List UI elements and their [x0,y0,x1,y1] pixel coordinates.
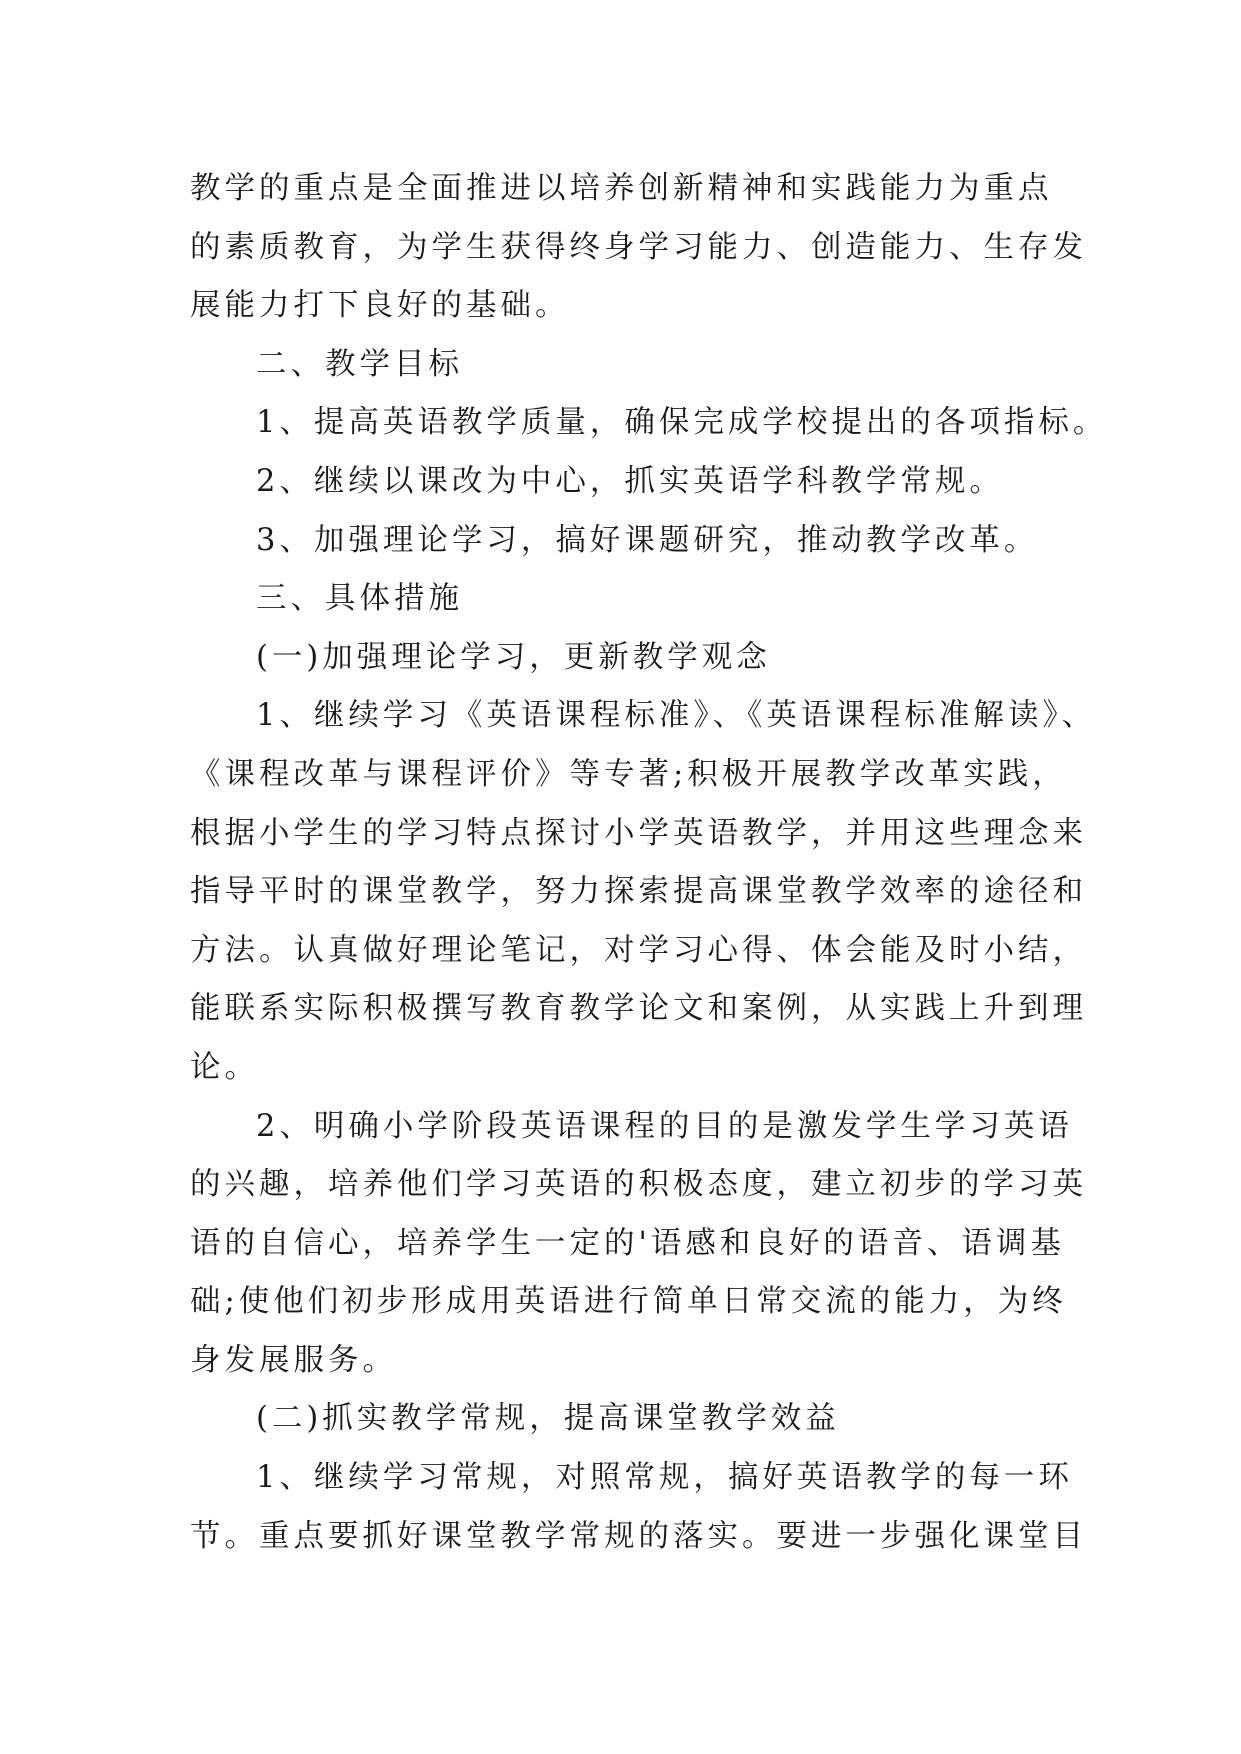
document-body [190,160,1108,1566]
list-item: 3、加强理论学习，搞好课题研究，推动教学改革。 [256,522,1039,558]
text-line: 的兴趣，培养他们学习英语的积极态度，建立初步的学习英 [190,1167,1087,1203]
text-line: 指导平时的课堂教学，努力探索提高课堂教学效率的途径和 [190,874,1087,910]
section-heading: 二、教学目标 [256,346,463,382]
paragraph-start: 1、继续学习常规，对照常规，搞好英语教学的每一环 [256,1460,1073,1496]
paragraph-start: 2、明确小学阶段英语课程的目的是激发学生学习英语 [256,1108,1073,1144]
text-line: 的素质教育，为学生获得终身学习能力、创造能力、生存发 [190,229,1087,265]
text-line: 能联系实际积极撰写教育教学论文和案例，从实践上升到理 [190,991,1087,1027]
text-line: 础;使他们初步形成用英语进行简单日常交流的能力，为终 [190,1284,1067,1320]
text-line: 方法。认真做好理论笔记，对学习心得、体会能及时小结， [190,932,1087,968]
text-line: 根据小学生的学习特点探讨小学英语教学，并用这些理念来 [190,815,1087,851]
text-line: 论。 [190,1049,259,1085]
list-item: 1、提高英语教学质量，确保完成学校提出的各项指标。 [256,405,1108,441]
text-line: 节。重点要抓好课堂教学常规的落实。要进一步强化课堂目 [190,1518,1087,1554]
text-line: 《课程改革与课程评价》等专著;积极开展教学改革实践， [190,756,1067,792]
list-item: 2、继续以课改为中心，抓实英语学科教学常规。 [256,463,1004,499]
section-heading: 三、具体措施 [256,581,463,617]
text-line: 教学的重点是全面推进以培养创新精神和实践能力为重点 [190,171,1053,206]
text-line: 身发展服务。 [190,1342,397,1378]
text-line: 展能力打下良好的基础。 [190,288,570,324]
text-line: 语的自信心，培养学生一定的'语感和良好的语音、语调基 [190,1225,1065,1261]
subsection-heading: (二)抓实教学常规，提高课堂教学效益 [256,1401,840,1437]
subsection-heading: (一)加强理论学习，更新教学观念 [256,639,771,675]
paragraph-start: 1、继续学习《英语课程标准》、《英语课程标准解读》、 [256,698,1097,734]
